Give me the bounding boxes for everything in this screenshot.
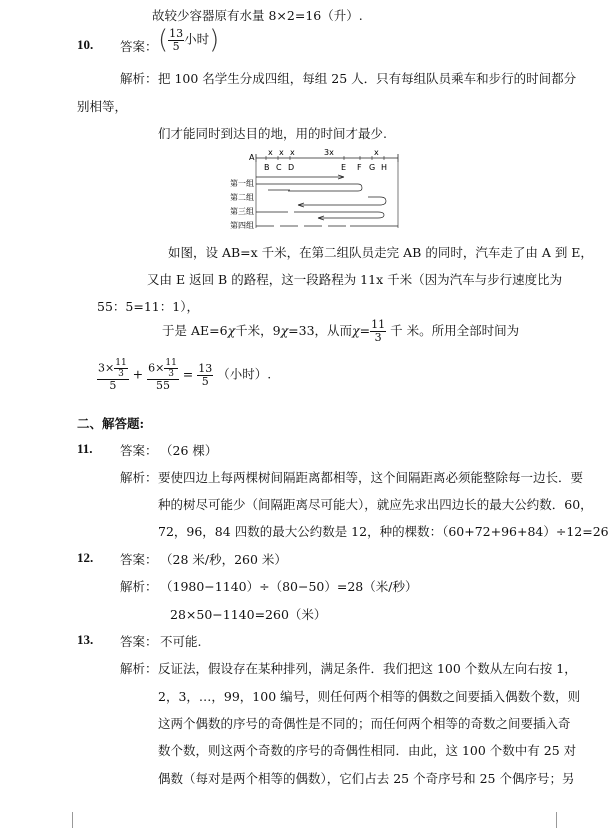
q13-analysis-line5: 偶数（每对是两个相等的偶数），它们占去 25 个奇序号和 25 个偶序号；另 xyxy=(158,771,575,786)
q10-para1: 如图，设 AB=x 千米，在第二组队员走完 AB 的同时，汽车走了由 A 到 E， xyxy=(168,245,593,260)
para4-text-b: 千米，9 xyxy=(235,323,281,338)
q10-para3: 55：5=11：1）， xyxy=(97,299,199,314)
q13-number: 13. xyxy=(77,632,94,647)
q10-para4 xyxy=(162,319,519,344)
point-E: E xyxy=(341,163,347,172)
para4-text-a: 于是 AE=6 xyxy=(162,323,228,338)
q13-analysis-line4: 数个数，则这两个奇数的序号的奇偶性相同．由此，这 100 个数中有 25 对 xyxy=(158,743,577,758)
term1-numerator xyxy=(97,358,129,380)
q10-analysis-line1: 把 100 名学生分成四组，每组 25 人．只有每组队员乘车和步行的时间都分 xyxy=(158,71,577,86)
group-4-label: 第四组 xyxy=(230,221,254,230)
chi-symbol: χ xyxy=(227,323,236,338)
chi-symbol: χ xyxy=(352,323,360,338)
fraction-numerator: 13 xyxy=(198,361,213,375)
term1-fraction xyxy=(97,358,129,392)
q13-analysis-line3: 这两个偶数的序号的奇偶性是不同的；而任何两个相等的奇数之间要插入奇 xyxy=(158,716,571,731)
q10-answer: ( $\frac{13}{5}$ 小时) xyxy=(158,25,220,55)
label-x-3: x xyxy=(290,148,295,157)
q10-analysis-label: 解析： xyxy=(120,71,158,86)
term2-denominator: 55 xyxy=(155,379,170,392)
q10-number: 10. xyxy=(77,37,94,52)
q13-analysis-line2: 2，3，…，99，100 编号，则任何两个相等的偶数之间要插入偶数个数，则 xyxy=(158,689,581,704)
fraction-numerator: 11 xyxy=(115,358,127,368)
plus-sign: + xyxy=(132,366,144,382)
q12-answer: （28 米/秒，260 米） xyxy=(160,552,287,567)
point-H: H xyxy=(381,163,388,172)
q11-number: 11. xyxy=(77,441,93,456)
page-corner-mark-right xyxy=(556,812,573,828)
chi-symbol: χ xyxy=(280,323,289,338)
term1-coef: 3× xyxy=(98,361,115,375)
q11-answer: （26 棵） xyxy=(160,443,218,458)
q10-analysis-line2: 别相等， xyxy=(77,99,128,114)
q11-analysis-line3: 72，96，84 四数的最大公约数是 12，种的棵数：（60+72+96+84）÷12=26 xyxy=(158,524,609,539)
term2-coef: 6× xyxy=(148,361,165,375)
group-3-label: 第三组 xyxy=(230,207,254,216)
page-corner-mark-left xyxy=(56,812,73,828)
q12-number: 12. xyxy=(77,550,94,565)
fraction-numerator: 11 xyxy=(165,358,177,368)
q13-answer: 不可能. xyxy=(160,634,202,649)
q10-time-formula xyxy=(97,358,271,392)
point-B: B xyxy=(264,163,270,172)
label-x-2: x xyxy=(279,148,284,157)
group-2-label: 第二组 xyxy=(230,193,254,202)
q13-analysis-label: 解析： xyxy=(120,661,158,676)
term2-inner-fraction xyxy=(164,358,177,379)
group-1-label: 第一组 xyxy=(230,179,254,188)
equals-sign: = xyxy=(182,366,194,382)
q10-analysis-line3: 们才能同时到达目的地，用的时间才最少. xyxy=(158,126,387,141)
section2-title: 二、解答题: xyxy=(77,416,145,431)
q13-analysis-line1: 反证法，假设存在某种排列，满足条件．我们把这 100 个数从左向右按 1， xyxy=(158,661,577,676)
result-fraction xyxy=(197,363,213,388)
fraction-denominator: 5 xyxy=(201,374,209,388)
term1-denominator: 5 xyxy=(109,379,117,392)
q12-analysis-line1: （1980−1140）÷（80−50）=28（米/秒） xyxy=(160,579,418,594)
label-x-5: x xyxy=(374,148,379,157)
para4-text-c: =33，从而 xyxy=(288,323,353,338)
q11-analysis-line1: 要使四边上每两棵树间隔距离都相等，这个间隔距离必须能整除每一边长．要 xyxy=(158,470,584,485)
q10-answer-label: 答案： xyxy=(120,39,158,54)
q10-diagram xyxy=(228,146,412,232)
term2-numerator xyxy=(147,358,179,380)
q12-answer-label: 答案： xyxy=(120,552,158,567)
fraction-numerator: 11 xyxy=(371,318,386,331)
fraction-denominator: 3 xyxy=(374,331,382,344)
top-line: 故较少容器原有水量 8×2=16（升）. xyxy=(152,8,363,23)
q13-answer-label: 答案： xyxy=(120,634,158,649)
x-value-fraction xyxy=(370,319,386,344)
q10-answer-fraction xyxy=(168,28,184,53)
label-x-1: x xyxy=(268,148,273,157)
q11-answer-label: 答案： xyxy=(120,443,158,458)
q10-answer-unit: 小时 xyxy=(184,31,210,47)
term1-inner-fraction xyxy=(114,358,127,379)
fraction-numerator: 13 xyxy=(169,26,184,40)
fraction-denominator: 5 xyxy=(172,39,180,53)
q11-analysis-line2: 种的树尽可能少（间隔距离尽可能大），就应先求出四边长的最大公约数．60， xyxy=(158,497,593,512)
equals-sign: = xyxy=(359,323,371,338)
path-group-2 xyxy=(256,184,386,205)
fraction-denominator: 3 xyxy=(168,369,174,379)
q10-para2: 又由 E 返回 B 的路程，这一段路程为 11x 千米（因为汽车与步行速度比为 xyxy=(147,272,563,287)
point-F: F xyxy=(357,163,362,172)
point-D: D xyxy=(288,163,295,172)
q11-analysis-label: 解析： xyxy=(120,470,158,485)
q12-analysis-label: 解析： xyxy=(120,579,158,594)
q12-analysis-line2: 28×50−1140=260（米） xyxy=(170,607,327,622)
point-G: G xyxy=(369,163,376,172)
term2-fraction xyxy=(147,358,179,392)
point-C: C xyxy=(276,163,282,172)
label-3x: 3x xyxy=(324,148,334,157)
fraction-denominator: 3 xyxy=(118,369,124,379)
para4-text-d: 千 米。所用全部时间为 xyxy=(390,323,520,338)
point-A: A xyxy=(249,153,255,162)
result-unit: （小时）. xyxy=(217,366,272,382)
